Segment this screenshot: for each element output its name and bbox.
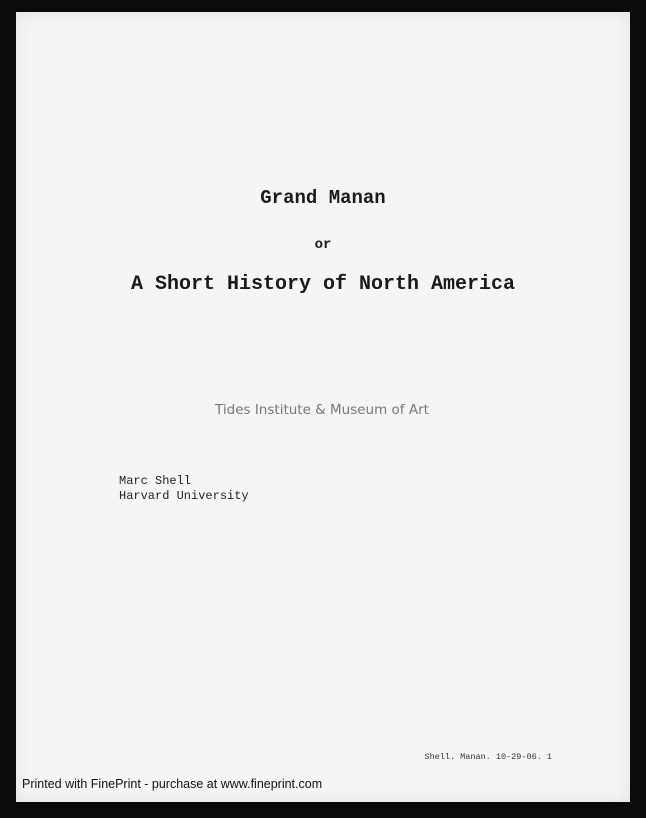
author-affiliation: Harvard University <box>119 489 249 503</box>
title-connector: or <box>314 237 332 253</box>
page-footer-reference: Shell. Manan. 10-29-06. 1 <box>424 752 552 762</box>
author-block <box>119 474 249 504</box>
document-subtitle: A Short History of North America <box>130 273 516 296</box>
document-title: Grand Manan <box>260 187 386 209</box>
printer-notice: Printed with FinePrint - purchase at www.fineprint.com <box>22 777 323 791</box>
watermark-text: Tides Institute & Museum of Art <box>215 402 429 418</box>
author-name: Marc Shell <box>119 474 192 488</box>
document-page <box>16 12 630 802</box>
